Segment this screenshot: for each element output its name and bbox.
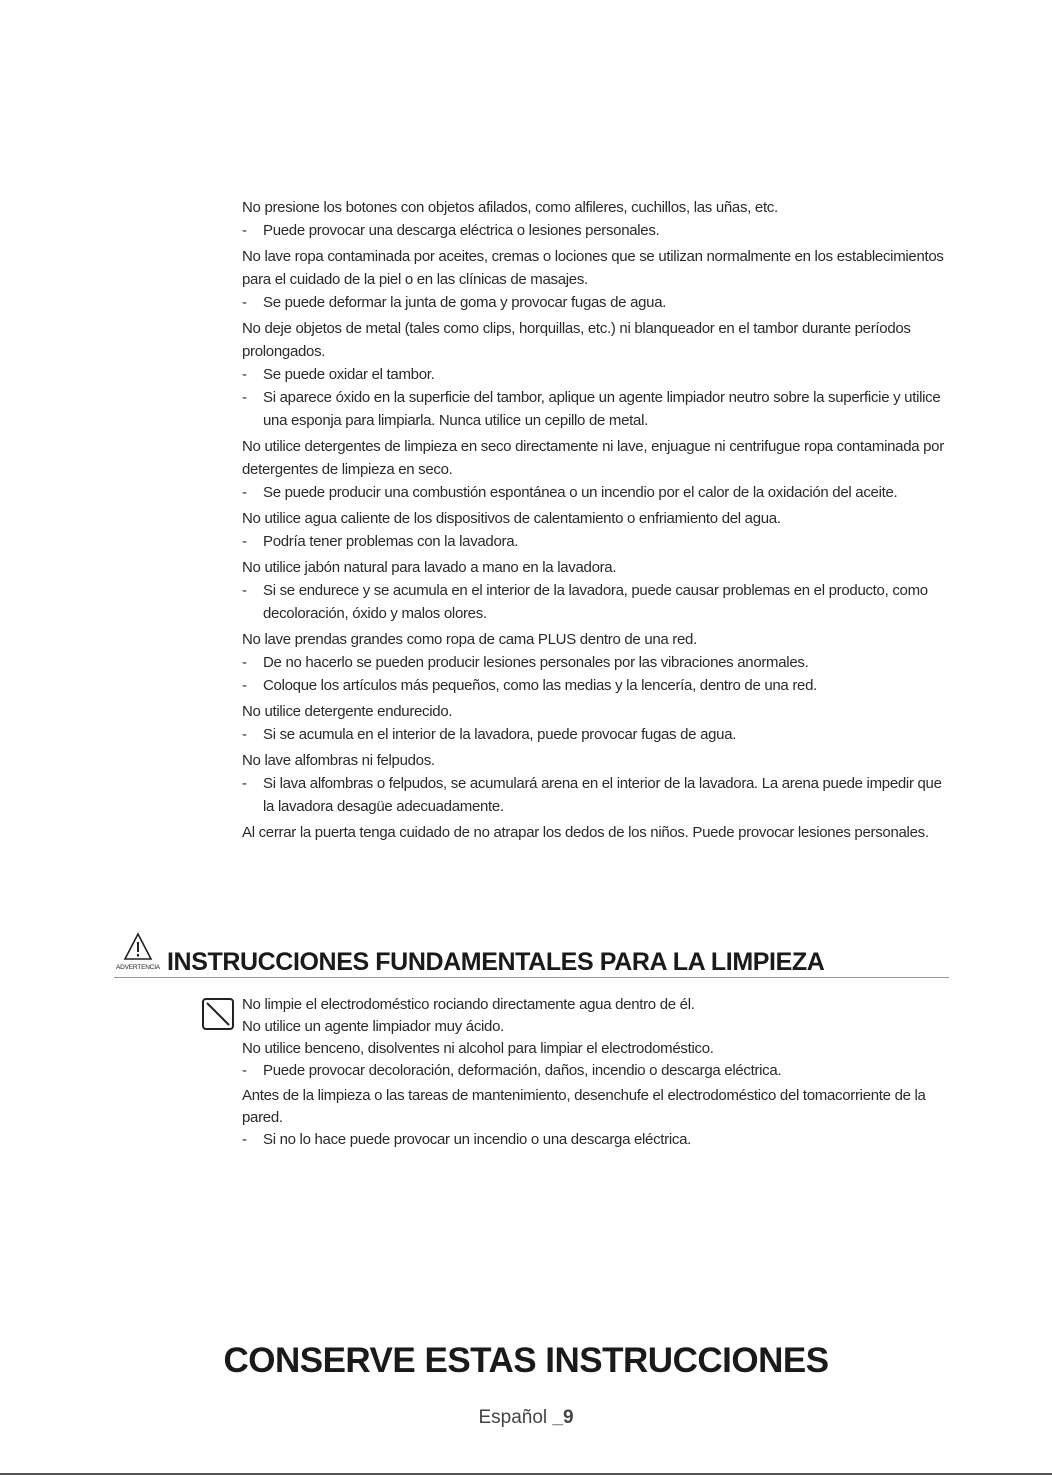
warning-item bbox=[242, 628, 954, 697]
warning-item bbox=[242, 556, 954, 625]
warning-item bbox=[242, 700, 954, 746]
warning-triangle-icon bbox=[114, 930, 160, 974]
bottom-divider bbox=[0, 1473, 1052, 1475]
warning-text: No lave alfombras ni felpudos. bbox=[242, 752, 435, 769]
warning-text: No lave prendas grandes como ropa de cama PLUS dentro de una red. bbox=[242, 631, 697, 648]
warning-sub: - Si lava alfombras o felpudos, se acumulará arena en el interior de la lavadora. La arena puede impedir que la lavadora desagüe adecuadamente. bbox=[242, 775, 942, 815]
cleaning-sub: - Si no lo hace puede provocar un incendio o una descarga eléctrica. bbox=[242, 1131, 691, 1148]
page-number: _9 bbox=[552, 1407, 574, 1428]
warning-sub: - Se puede deformar la junta de goma y provocar fugas de agua. bbox=[242, 294, 667, 311]
warning-item bbox=[242, 245, 954, 314]
footer-language: Español bbox=[478, 1407, 553, 1428]
warning-text: Al cerrar la puerta tenga cuidado de no atrapar los dedos de los niños. Puede provocar lesiones personales. bbox=[242, 824, 929, 841]
cleaning-line: Antes de la limpieza o las tareas de mantenimiento, desenchufe el electrodoméstico del tomacorriente de la pared. bbox=[242, 1087, 926, 1126]
warning-text: No utilice agua caliente de los dispositivos de calentamiento o enfriamiento del agua. bbox=[242, 510, 781, 527]
cleaning-item bbox=[242, 994, 954, 1082]
page-footer bbox=[0, 1407, 1052, 1429]
cleaning-line: No limpie el electrodoméstico rociando directamente agua dentro de él. bbox=[242, 996, 695, 1013]
warning-sub: - Si aparece óxido en la superficie del tambor, aplique un agente limpiador neutro sobre la superficie y utilice una esponja para limpiarla. Nunca utilice un cepillo de metal. bbox=[242, 389, 941, 429]
warning-text: No lave ropa contaminada por aceites, cremas o lociones que se utilizan normalmente en los establecimientos para el cuidado de la piel o en las clínicas de masajes. bbox=[242, 248, 944, 288]
warning-sub: - Puede provocar una descarga eléctrica o lesiones personales. bbox=[242, 222, 660, 239]
warning-item bbox=[242, 435, 954, 504]
section-title: INSTRUCCIONES FUNDAMENTALES PARA LA LIMPIEZA bbox=[167, 948, 825, 976]
conserve-heading: CONSERVE ESTAS INSTRUCCIONES bbox=[223, 1341, 829, 1380]
warning-text: No presione los botones con objetos afilados, como alfileres, cuchillos, las uñas, etc. bbox=[242, 199, 778, 216]
section-header bbox=[114, 930, 949, 978]
warning-sub: - Coloque los artículos más pequeños, como las medias y la lencería, dentro de una red. bbox=[242, 677, 817, 694]
warning-item bbox=[242, 196, 954, 242]
warning-sub: - Si se acumula en el interior de la lavadora, puede provocar fugas de agua. bbox=[242, 726, 737, 743]
warning-sub: - Se puede oxidar el tambor. bbox=[242, 366, 435, 383]
warning-label: ADVERTENCIA bbox=[116, 964, 160, 971]
warning-sub: - Podría tener problemas con la lavadora. bbox=[242, 533, 519, 550]
cleaning-line: No utilice benceno, disolventes ni alcohol para limpiar el electrodoméstico. bbox=[242, 1040, 714, 1057]
warning-text: No utilice detergente endurecido. bbox=[242, 703, 453, 720]
warning-item bbox=[242, 317, 954, 432]
warning-text: No deje objetos de metal (tales como clips, horquillas, etc.) ni blanqueador en el tambor durante períodos prolongados. bbox=[242, 320, 911, 360]
warning-sub: - Se puede producir una combustión espontánea o un incendio por el calor de la oxidación del aceite. bbox=[242, 484, 898, 501]
warning-text: No utilice jabón natural para lavado a mano en la lavadora. bbox=[242, 559, 617, 576]
warning-sub: - De no hacerlo se pueden producir lesiones personales por las vibraciones anormales. bbox=[242, 654, 809, 671]
cleaning-item bbox=[242, 1085, 954, 1151]
warning-list bbox=[242, 196, 954, 847]
warning-item bbox=[242, 507, 954, 553]
warning-sub: - Si se endurece y se acumula en el interior de la lavadora, puede causar problemas en el producto, como decoloración, óxido y malos olores. bbox=[242, 582, 928, 622]
warning-item bbox=[242, 749, 954, 818]
prohibited-icon bbox=[201, 997, 235, 1031]
cleaning-line: No utilice un agente limpiador muy ácido. bbox=[242, 1018, 505, 1035]
warning-item bbox=[242, 821, 954, 844]
cleaning-sub: - Puede provocar decoloración, deformación, daños, incendio o descarga eléctrica. bbox=[242, 1062, 782, 1079]
cleaning-list bbox=[242, 994, 954, 1154]
warning-text: No utilice detergentes de limpieza en seco directamente ni lave, enjuague ni centrifugue ropa contaminada por detergentes de limpieza en seco. bbox=[242, 438, 944, 478]
